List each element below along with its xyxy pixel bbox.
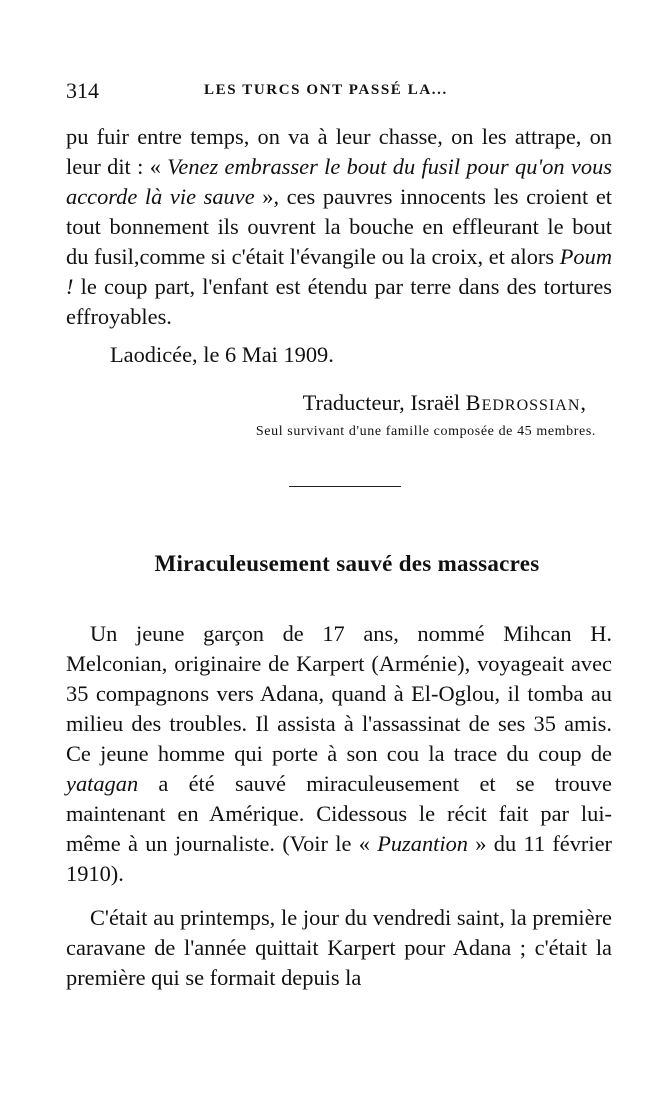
signature	[66, 388, 612, 418]
section-heading: Miraculeusement sauvé des massacres	[154, 551, 540, 576]
intro-quote: Venez embrasser le bout du fusil pour qu'on vous accorde là vie sauve	[66, 154, 613, 209]
recit-paragraph: C'était au printemps, le jour du vendredi saint, la première caravane de l'année quittait Karpert pour Adana ; c'était la première qui se formait depuis la	[66, 905, 612, 990]
signature-suffix: ,	[580, 390, 586, 415]
page-header	[66, 70, 612, 114]
intro-quote-close: »	[254, 184, 274, 209]
story-newspaper: Puzantion	[377, 831, 468, 856]
story-paragraph	[66, 619, 612, 889]
story-text-2: a été sauvé miraculeusement et se trouve maintenant en Amérique. Cidessous le récit fait par lui-même à un journaliste. (Voir le «	[66, 771, 612, 856]
story-weapon: yatagan	[66, 771, 139, 796]
date-line: Laodicée, le 6 Mai 1909.	[110, 342, 334, 367]
book-page	[66, 70, 612, 993]
signature-surname: Bedrossian	[465, 390, 581, 415]
intro-quote-open: «	[149, 154, 168, 179]
signature-note: Seul survivant d'une famille composée de 45 membres.	[255, 424, 596, 439]
running-title: LES TURCS ONT PASSÉ LA...	[204, 82, 448, 98]
section-divider	[289, 486, 401, 487]
intro-exclamation: Poum !	[66, 244, 612, 299]
intro-text-3: le coup part, l'enfant est étendu par terre dans des tortures effroyables.	[66, 274, 612, 329]
intro-text-2: , ces pauvres innocents les croient et tout bonnement ils ouvrent la bouche en effleurant le bout du fusil,comme si c'était l'évangile ou la croix, et alors	[66, 184, 613, 269]
page-number: 314	[66, 78, 99, 103]
story-text-3: » du 11 février 1910).	[66, 831, 612, 886]
intro-paragraph	[66, 122, 612, 332]
signature-prefix: Traducteur, Israël	[302, 390, 466, 415]
intro-text-1: pu fuir entre temps, on va à leur chasse, on les attrape, on leur dit :	[66, 124, 612, 179]
story-text-1: Un jeune garçon de 17 ans, nommé Mihcan H. Melconian, originaire de Karpert (Arménie), voyageait avec 35 compagnons vers Adana, quand à El-Oglou, il tomba au milieu des troubles. Il assista à l'assassinat de ses 35 amis. Ce jeune homme qui porte à son cou la trace du coup de	[66, 621, 612, 766]
